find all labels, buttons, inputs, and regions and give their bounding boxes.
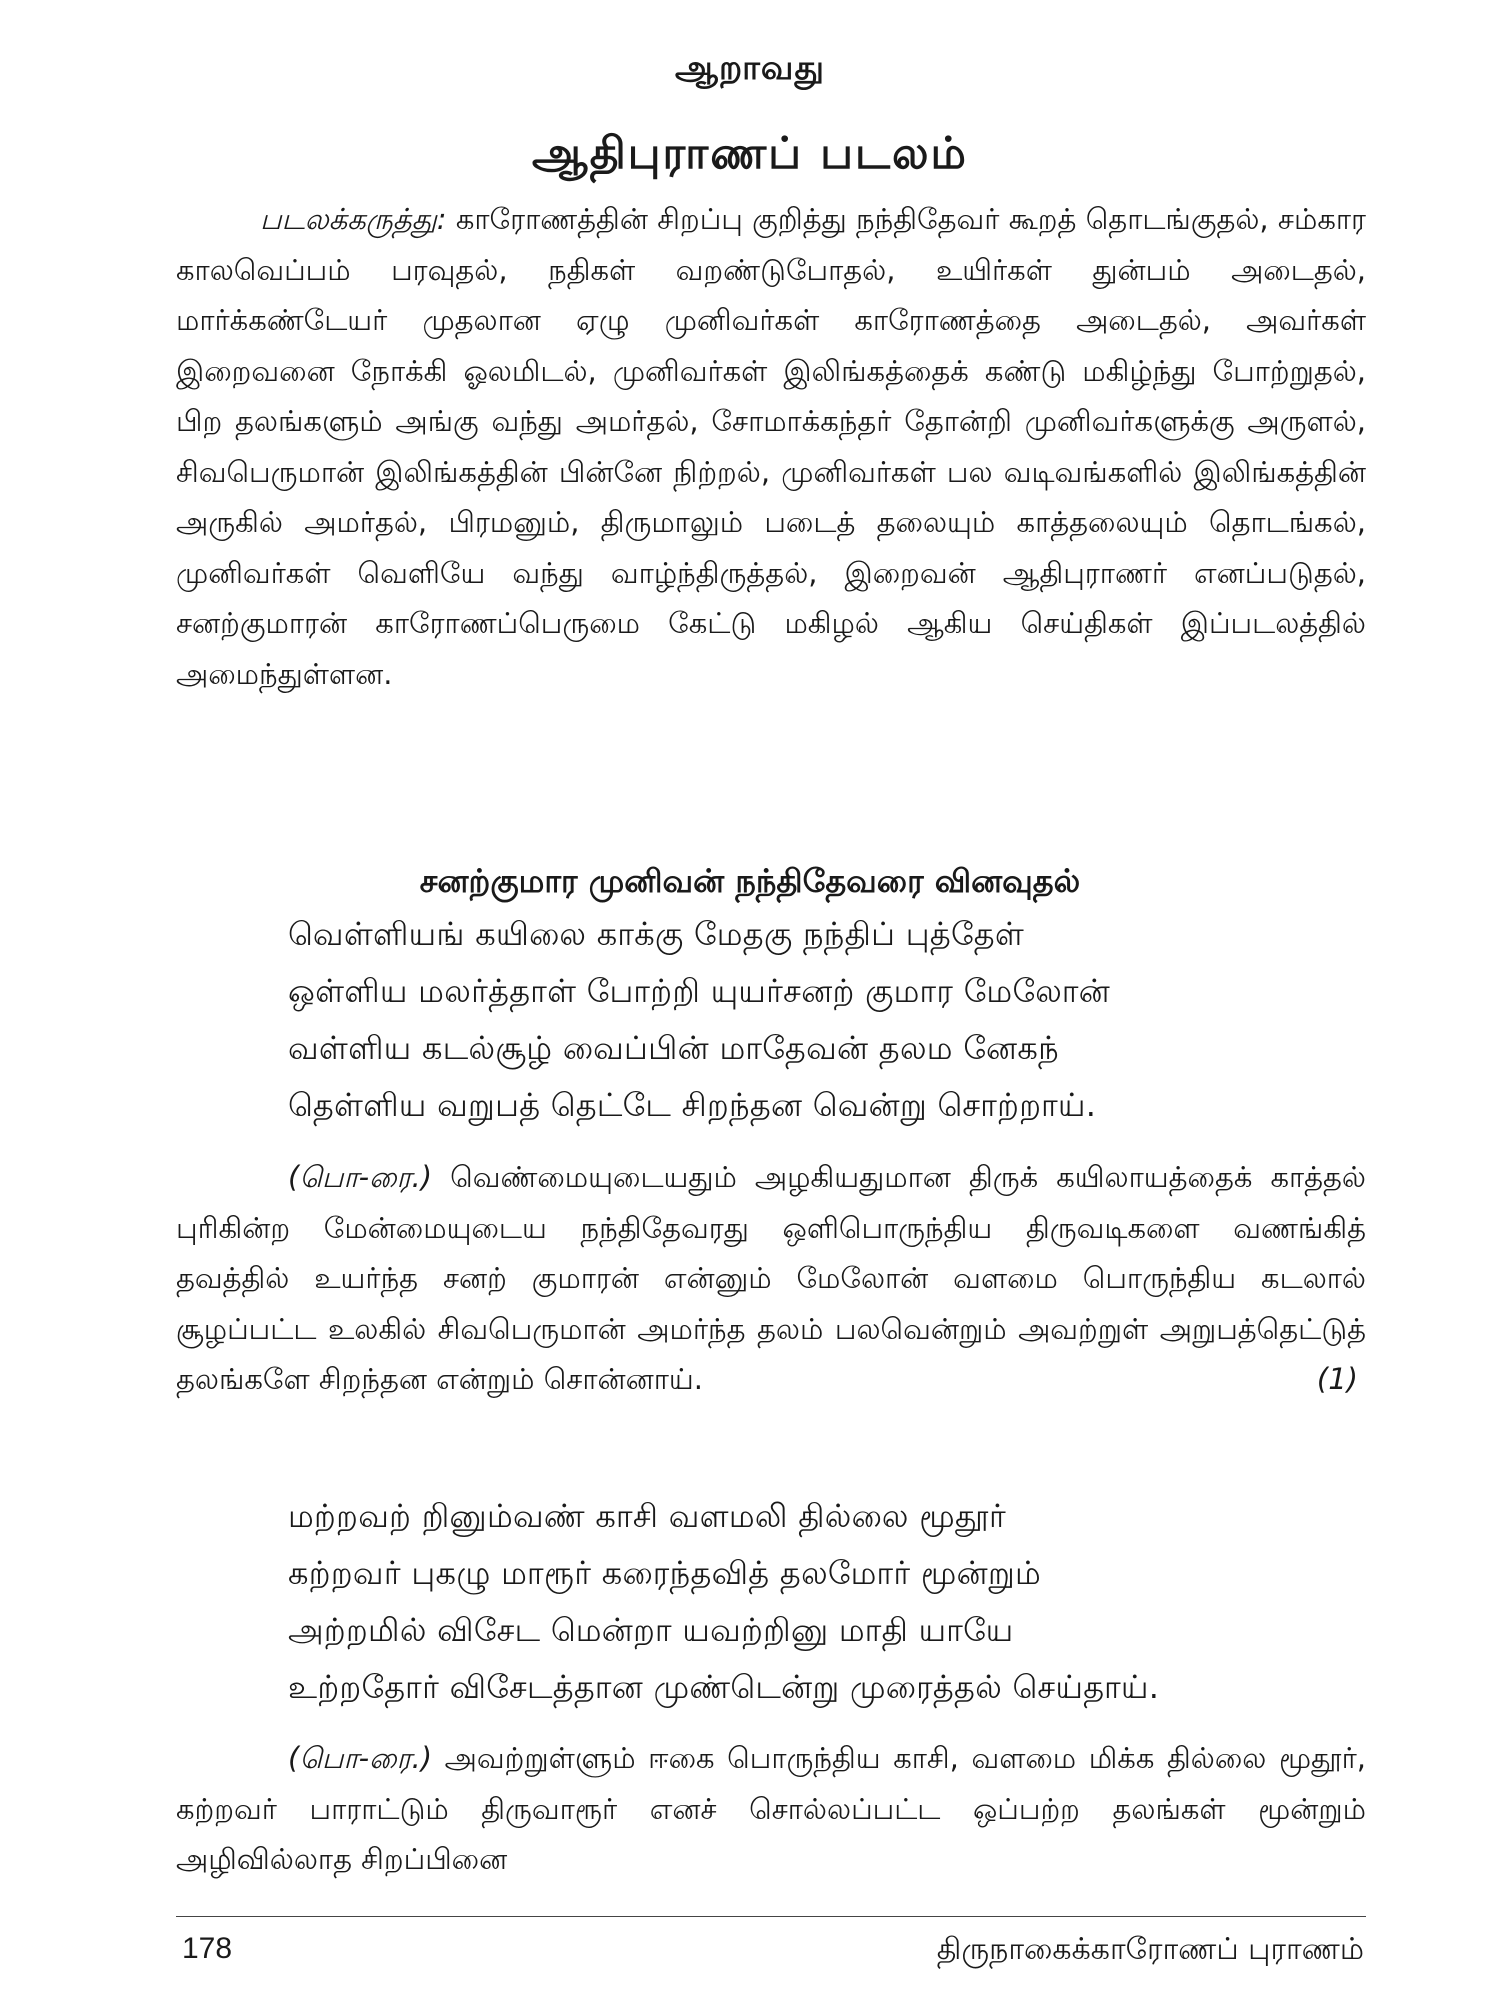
verse-number: (1) (1316, 1362, 1358, 1396)
verse-2 (288, 1488, 1159, 1716)
footer-divider (176, 1916, 1366, 1917)
verse-line: வெள்ளியங் கயிலை காக்கு மேதகு நந்திப் புத்தேள் (288, 915, 1025, 953)
commentary-1 (176, 1152, 1366, 1405)
commentary-abbr: (பொ-ரை.) (288, 1160, 433, 1194)
summary-lead-term: படலக்கருத்து: (260, 202, 447, 236)
verse-line: ஒள்ளிய மலர்த்தாள் போற்றி யுயர்சனற் குமார மேலோன் (288, 972, 1111, 1010)
commentary-text: அவற்றுள்ளும் ஈகை பொருந்திய காசி, வளமை மிக்க தில்லை மூதூர், கற்றவர் பாராட்டும் திருவாரூர் எனச் சொல்லப்பட்ட ஒப்பற்ற தலங்கள் மூன்றும் அழிவில்லாத சிறப்பினை (176, 1741, 1366, 1876)
commentary-abbr: (பொ-ரை.) (288, 1741, 433, 1775)
chapter-title: ஆதிபுராணப் படலம் (532, 128, 968, 179)
section-heading: சனற்குமார முனிவன் நந்திதேவரை வினவுதல் (419, 862, 1081, 900)
verse-line: அற்றமில் விசேட மென்றா யவற்றினு மாதி யாயே (288, 1611, 1014, 1649)
commentary-text: வெண்மையுடையதும் அழகியதுமான திருக் கயிலாயத்தைக் காத்தல் புரிகின்ற மேன்மையுடைய நந்திதேவரது ஒளிபொருந்திய திருவடிகளை வணங்கித் தவத்தில் உயர்ந்த சனற் குமாரன் என்னும் மேலோன் வளமை பொருந்திய கடலால் சூழப்பட்ட உலகில் சிவபெருமான் அமர்ந்த தலம் பலவென்றும் அவற்றுள் அறுபத்தெட்டுத் தலங்களே சிறந்தன என்றும் சொன்னாய். (176, 1160, 1367, 1396)
verse-1 (288, 906, 1110, 1134)
verse-line: தெள்ளிய வறுபத் தெட்டே சிறந்தன வென்று சொற்றாய். (288, 1086, 1097, 1124)
verse-line: உற்றதோர் விசேடத்தான முண்டென்று முரைத்தல் செய்தாய். (288, 1668, 1160, 1706)
chapter-summary (176, 194, 1366, 699)
verse-line: கற்றவர் புகழு மாரூர் கரைந்தவித் தலமோர் மூன்றும் (288, 1554, 1042, 1592)
commentary-2 (176, 1733, 1366, 1885)
chapter-label: ஆறாவது (675, 48, 825, 88)
running-title: திருநாகைக்காரோணப் புராணம் (936, 1932, 1364, 1967)
summary-text: காரோணத்தின் சிறப்பு குறித்து நந்திதேவர் கூறத் தொடங்குதல், சம்கார காலவெப்பம் பரவுதல், நதிகள் வறண்டுபோதல், உயிர்கள் துன்பம் அடைதல், மார்க்கண்டேயர் முதலான ஏழு முனிவர்கள் காரோணத்தை அடைதல், அவர்கள் இறைவனை நோக்கி ஓலமிடல், முனிவர்கள் இலிங்கத்தைக் கண்டு மகிழ்ந்து போற்றுதல், பிற தலங்களும் அங்கு வந்து அமர்தல், சோமாக்கந்தர் தோன்றி முனிவர்களுக்கு அருளல், சிவபெருமான் இலிங்கத்தின் பின்னே நிற்றல், முனிவர்கள் பல வடிவங்களில் இலிங்கத்தின் அருகில் அமர்தல், பிரமனும், திருமாலும் படைத் தலையும் காத்தலையும் தொடங்கல், முனிவர்கள் வெளியே வந்து வாழ்ந்திருத்தல், இறைவன் ஆதிபுராணர் எனப்படுதல், சனற்குமாரன் காரோணப்பெருமை கேட்டு மகிழல் ஆகிய செய்திகள் இப்படலத்தில் அமைந்துள்ளன. (176, 202, 1367, 691)
page-number: 178 (182, 1932, 233, 1965)
verse-line: வள்ளிய கடல்சூழ் வைப்பின் மாதேவன் தலம னேகந் (288, 1029, 1059, 1067)
verse-line: மற்றவற் றினும்வண் காசி வளமலி தில்லை மூதூர் (288, 1497, 1007, 1535)
